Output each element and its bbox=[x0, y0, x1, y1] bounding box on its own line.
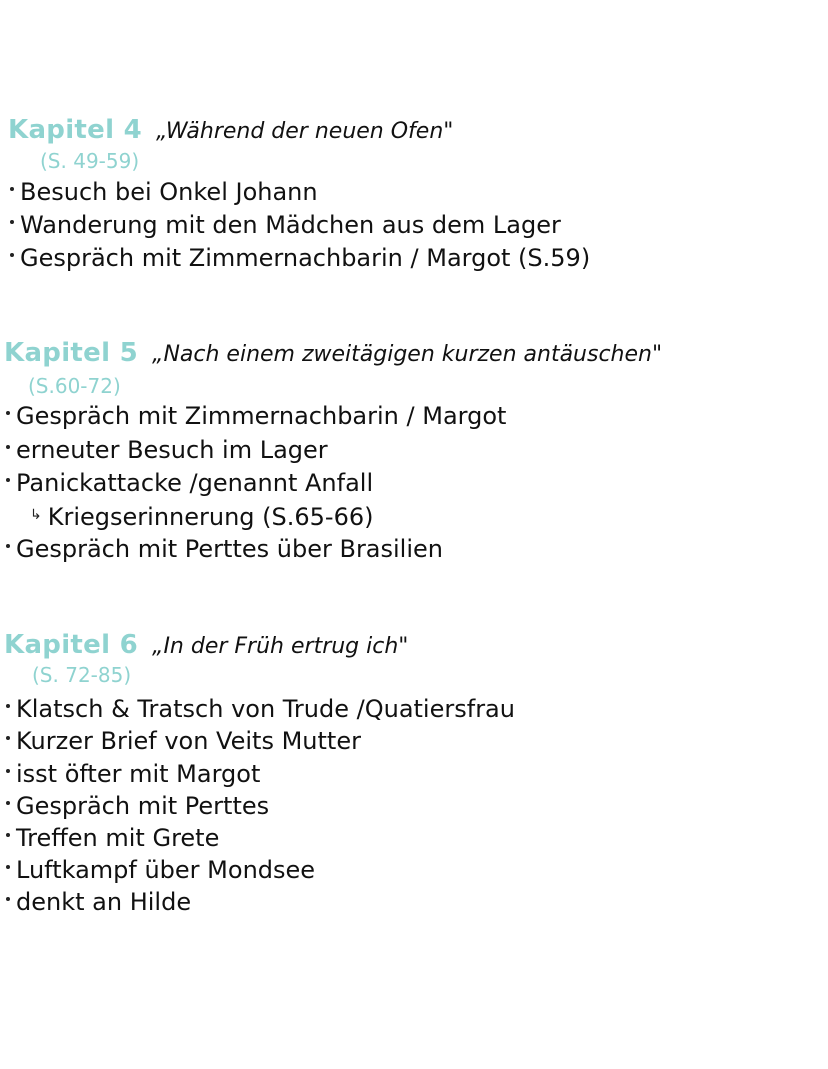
list-item: Gespräch mit Perttes über Brasilien bbox=[6, 537, 443, 561]
arrow-sub-icon: ↳ bbox=[30, 507, 42, 523]
list-item: Besuch bei Onkel Johann bbox=[10, 180, 318, 204]
chapter-6-label: Kapitel 6 bbox=[4, 630, 139, 660]
list-item: denkt an Hilde bbox=[6, 890, 191, 914]
list-item: erneuter Besuch im Lager bbox=[6, 438, 328, 462]
bullet-icon bbox=[6, 704, 10, 708]
chapter-4-heading bbox=[8, 117, 453, 143]
list-item: Kurzer Brief von Veits Mutter bbox=[6, 729, 361, 753]
bullet-icon bbox=[6, 736, 10, 740]
chapter-6-pages: (S. 72-85) bbox=[32, 663, 132, 687]
bullet-icon bbox=[6, 411, 10, 415]
list-item: Gespräch mit Zimmernachbarin / Margot (S.59) bbox=[10, 246, 590, 270]
bullet-icon bbox=[6, 478, 10, 482]
chapter-4-title: „Während der neuen Ofen" bbox=[156, 119, 454, 144]
list-item: Panickattacke /genannt Anfall bbox=[6, 471, 373, 495]
bullet-icon bbox=[6, 544, 10, 548]
bullet-icon bbox=[6, 445, 10, 449]
list-item: Treffen mit Grete bbox=[6, 826, 219, 850]
list-item: Gespräch mit Zimmernachbarin / Margot bbox=[6, 404, 506, 428]
list-item: Gespräch mit Perttes bbox=[6, 794, 269, 818]
list-item: isst öfter mit Margot bbox=[6, 762, 260, 786]
list-item: Klatsch & Tratsch von Trude /Quatiersfrau bbox=[6, 697, 515, 721]
bullet-icon bbox=[6, 865, 10, 869]
bullet-icon bbox=[6, 833, 10, 837]
chapter-6-heading bbox=[4, 632, 408, 658]
list-item: ↳ Kriegserinnerung (S.65-66) bbox=[30, 503, 374, 531]
list-item: Luftkampf über Mondsee bbox=[6, 858, 315, 882]
bullet-icon bbox=[6, 801, 10, 805]
bullet-icon bbox=[6, 897, 10, 901]
bullet-icon bbox=[6, 769, 10, 773]
chapter-4-pages: (S. 49-59) bbox=[40, 149, 140, 173]
list-item: Wanderung mit den Mädchen aus dem Lager bbox=[10, 213, 561, 237]
chapter-5-label: Kapitel 5 bbox=[4, 338, 139, 368]
bullet-icon bbox=[10, 253, 14, 257]
chapter-5-pages: (S.60-72) bbox=[28, 374, 121, 398]
bullet-icon bbox=[10, 220, 14, 224]
chapter-6-title: „In der Früh ertrug ich" bbox=[152, 634, 409, 659]
chapter-5-heading bbox=[4, 340, 662, 366]
chapter-4-label: Kapitel 4 bbox=[8, 115, 143, 145]
bullet-icon bbox=[10, 187, 14, 191]
chapter-5-title: „Nach einem zweitägigen kurzen antäuschen" bbox=[152, 342, 663, 367]
